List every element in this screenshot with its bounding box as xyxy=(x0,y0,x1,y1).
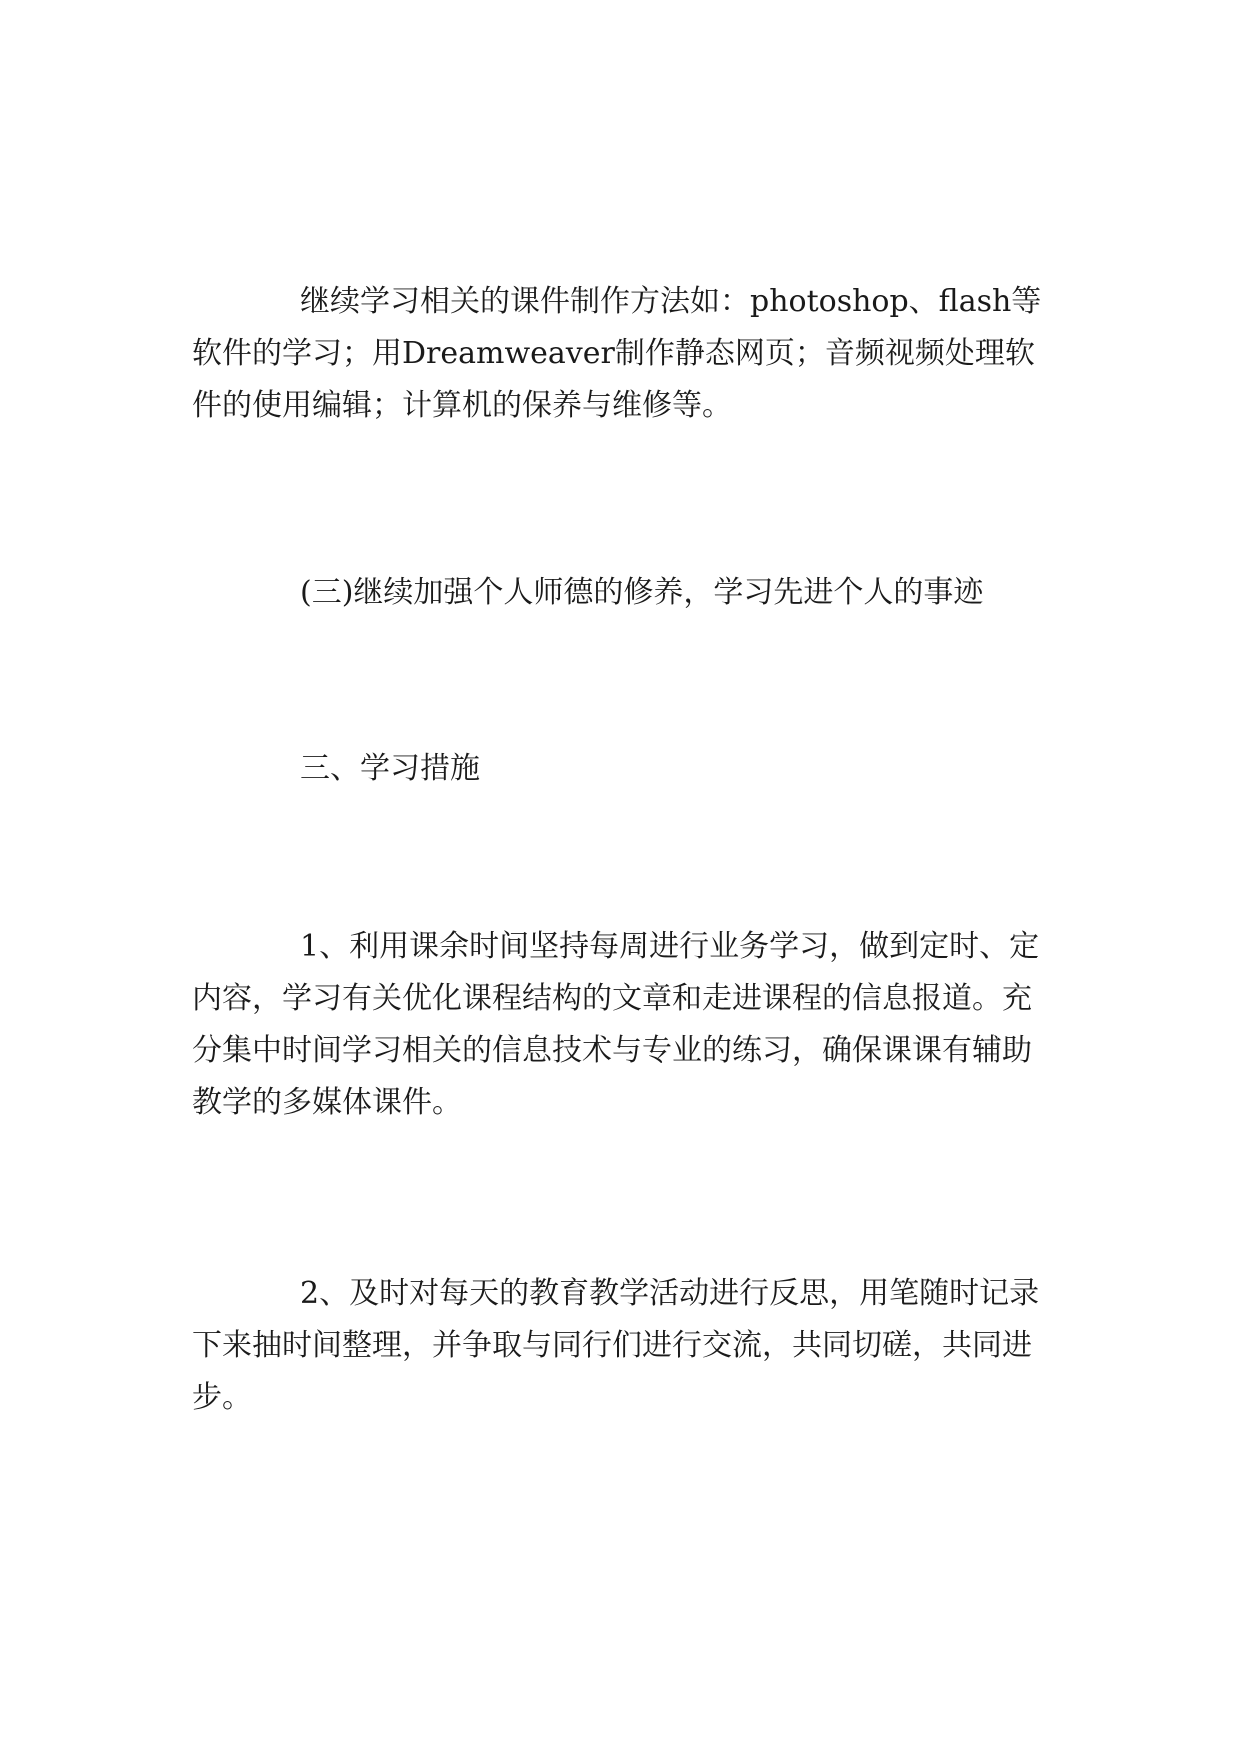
paragraph-measure-2: 2、及时对每天的教育教学活动进行反思，用笔随时记录下来抽时间整理，并争取与同行们进行交流，共同切磋，共同进步。 xyxy=(192,1276,1040,1415)
section-heading-ethics: (三)继续加强个人师德的修养，学习先进个人的事迹 xyxy=(300,575,984,610)
paragraph-measure-1: 1、利用课余时间坚持每周进行业务学习，做到定时、定内容，学习有关优化课程结构的文章和走进课程的信息报道。充分集中时间学习相关的信息技术与专业的练习，确保课课有辅助教学的多媒体课件。 xyxy=(192,929,1040,1120)
paragraph-courseware-skills: 继续学习相关的课件制作方法如：photoshop、flash等软件的学习；用Dreamweaver制作静态网页；音频视频处理软件的使用编辑；计算机的保养与维修等。 xyxy=(192,284,1042,423)
section-heading-measures: 三、学习措施 xyxy=(300,751,480,786)
